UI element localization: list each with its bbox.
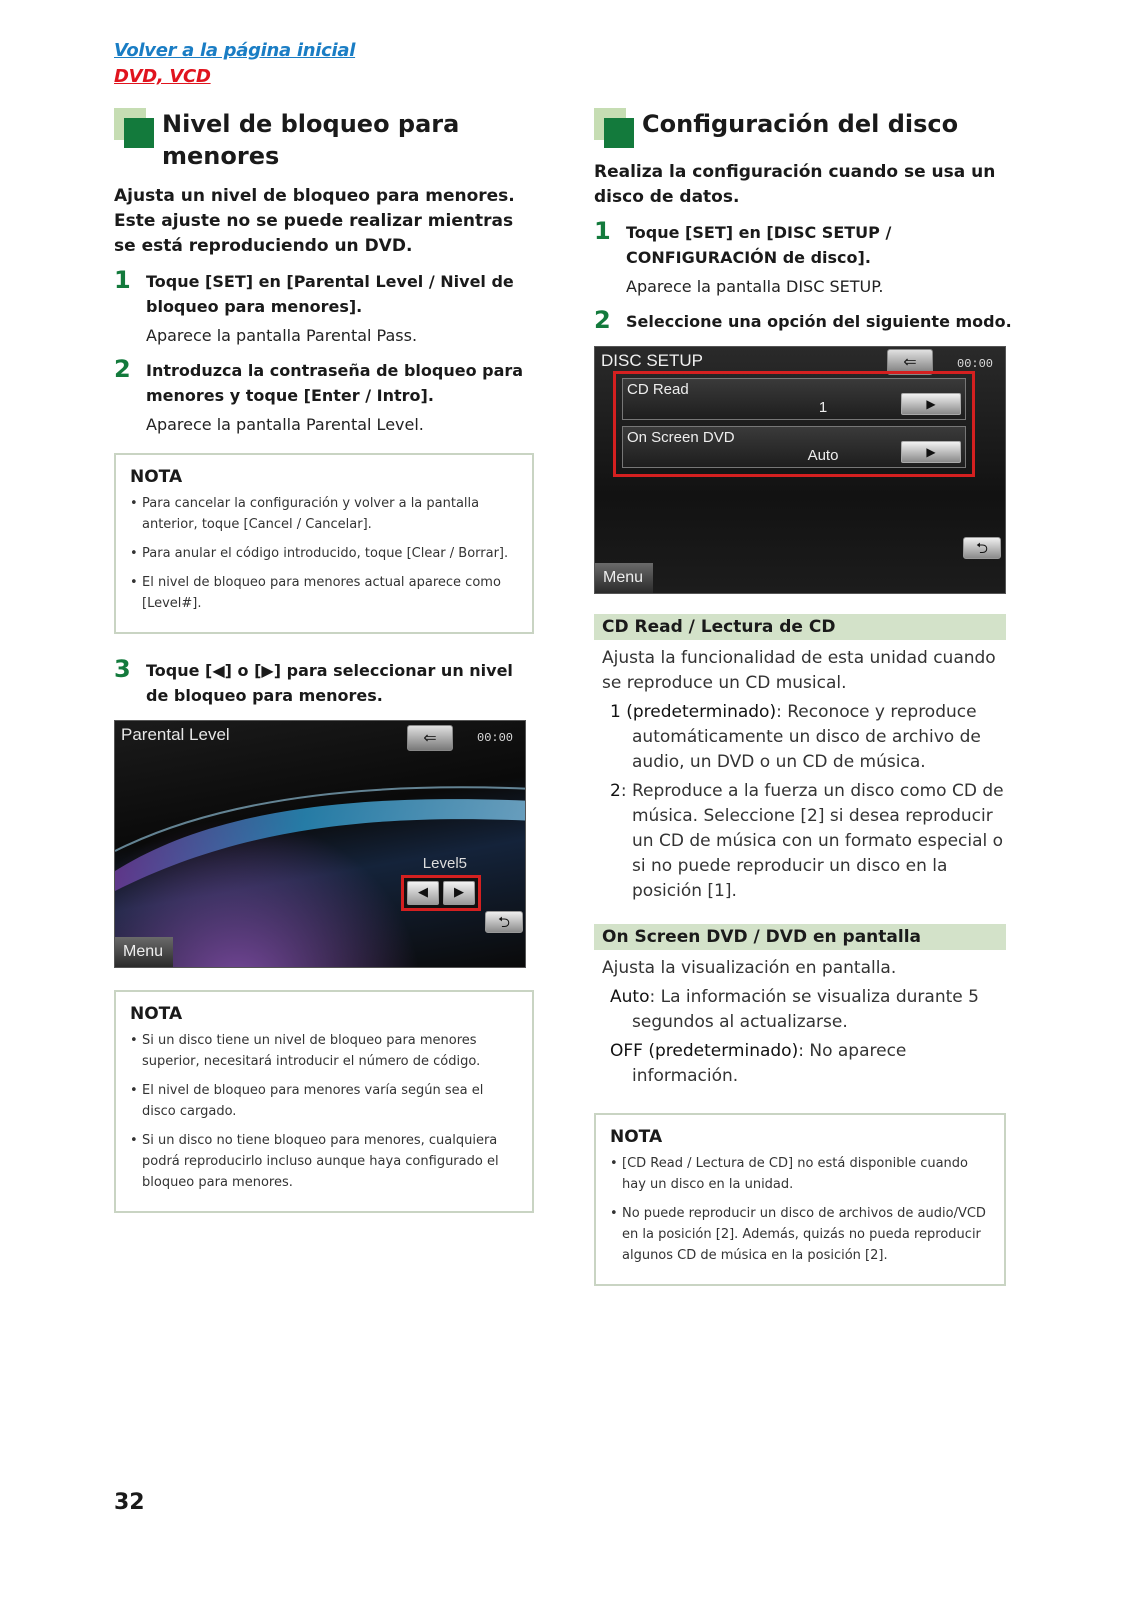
clock: 00:00 (477, 731, 514, 745)
top-navigation (114, 38, 355, 90)
options-highlight (613, 371, 975, 477)
step-2 (594, 306, 1014, 334)
right-column (594, 108, 1014, 1286)
section-title-text: Nivel de bloqueo para menores (162, 110, 460, 170)
clock: 00:00 (957, 357, 994, 371)
return-icon[interactable]: ⮌ (963, 537, 1001, 559)
level-indicator: Level5 (422, 855, 467, 872)
step-1 (114, 266, 534, 348)
step-2 (114, 355, 534, 437)
note-item: • Si un disco no tiene bloqueo para menores, cualquiera podrá reproducirlo incluso aunque haya configurado el bloqueo para menores. (130, 1130, 518, 1193)
row-label: On Screen DVD (627, 429, 735, 446)
cd-read-option-2 (602, 779, 1014, 904)
on-screen-option-off (602, 1039, 1014, 1089)
cd-read-option-1 (602, 700, 1014, 775)
menu-button[interactable]: Menu (115, 937, 173, 967)
note-title: NOTA (130, 467, 183, 487)
row-value: 1 (818, 399, 828, 416)
cd-read-heading: CD Read / Lectura de CD (594, 614, 1006, 640)
note-item: • [CD Read / Lectura de CD] no está disponible cuando hay un disco en la unidad. (610, 1153, 990, 1195)
step-instruction: Seleccione una opción del siguiente modo. (626, 312, 1012, 331)
step-instruction: Toque [SET] en [DISC SETUP / CONFIGURACIÓN de disco]. (626, 223, 892, 267)
cd-read-next-button[interactable]: ▶ (901, 393, 961, 415)
note-item: • Para cancelar la configuración y volver a la pantalla anterior, toque [Cancel / Cancelar]. (130, 493, 518, 535)
step-number: 2 (594, 306, 611, 334)
cd-read-row[interactable] (622, 378, 966, 420)
section-title-disc (594, 108, 1014, 148)
step-instruction: Toque [◀] o [▶] para seleccionar un nivel de bloqueo para menores. (146, 661, 513, 705)
step-instruction: Introduzca la contraseña de bloqueo para menores y toque [Enter / Intro]. (146, 361, 524, 405)
step-result: Aparece la pantalla Parental Pass. (146, 326, 418, 345)
step-result: Aparece la pantalla DISC SETUP. (626, 277, 884, 296)
menu-button[interactable]: Menu (595, 563, 653, 593)
note-box (594, 1113, 1006, 1286)
row-value: Auto (807, 447, 839, 464)
level-selector (401, 875, 481, 911)
page-number: 32 (114, 1490, 145, 1515)
note-item: • Si un disco tiene un nivel de bloqueo para menores superior, necesitará introducir el número de código. (130, 1030, 518, 1072)
disc-setup-screenshot (594, 346, 1006, 594)
step-1 (594, 217, 1014, 299)
section-intro: Ajusta un nivel de bloqueo para menores. Este ajuste no se puede realizar mientras se está reproduciendo un DVD. (114, 186, 515, 256)
screen-title: Parental Level (121, 725, 230, 744)
on-screen-dvd-description: Ajusta la visualización en pantalla. (602, 958, 897, 978)
on-screen-dvd-row[interactable] (622, 426, 966, 468)
note-item: • El nivel de bloqueo para menores varía según sea el disco cargado. (130, 1080, 518, 1122)
note-box (114, 990, 534, 1213)
row-label: CD Read (627, 381, 689, 398)
step-number: 1 (114, 266, 131, 294)
step-3 (114, 655, 534, 708)
left-column (114, 108, 534, 1213)
section-marker-icon (114, 108, 154, 148)
parental-level-screenshot (114, 720, 526, 968)
note-title: NOTA (130, 1004, 183, 1024)
option-key: Auto (610, 987, 650, 1007)
option-text: : No aparece información. (632, 1041, 907, 1086)
option-text: : Reproduce a la fuerza un disco como CD de música. Seleccione [2] si desea reproducir un CD de música con un formato especial o si no puede reproducir un disco en la posición [1]. (620, 781, 1004, 901)
option-text: : La información se visualiza durante 5 segundos al actualizarse. (632, 987, 979, 1032)
previous-level-button[interactable]: ◀ (407, 881, 439, 905)
step-result: Aparece la pantalla Parental Level. (146, 415, 424, 434)
dvd-vcd-link[interactable]: DVD, VCD (114, 66, 211, 87)
step-number: 2 (114, 355, 131, 383)
option-key: 2 (610, 781, 621, 801)
section-marker-icon (594, 108, 634, 148)
on-screen-dvd-next-button[interactable]: ▶ (901, 441, 961, 463)
section-intro: Realiza la configuración cuando se usa un disco de datos. (594, 162, 996, 207)
cd-read-description: Ajusta la funcionalidad de esta unidad cuando se reproduce un CD musical. (602, 648, 996, 693)
section-title-parental (114, 108, 534, 172)
home-link[interactable]: Volver a la página inicial (114, 40, 356, 61)
note-item: • El nivel de bloqueo para menores actual aparece como [Level#]. (130, 572, 518, 614)
note-title: NOTA (610, 1127, 663, 1147)
next-level-button[interactable]: ▶ (443, 881, 475, 905)
section-title-text: Configuración del disco (642, 110, 959, 138)
step-number: 3 (114, 655, 131, 683)
option-text: : Reconoce y reproduce automáticamente un disco de archivo de audio, un DVD o un CD de música. (632, 702, 981, 772)
back-arrow-icon[interactable]: ⇐ (887, 349, 933, 375)
option-key: OFF (predeterminado) (610, 1041, 799, 1061)
on-screen-dvd-heading: On Screen DVD / DVD en pantalla (594, 924, 1006, 950)
note-box (114, 453, 534, 634)
option-key: 1 (predeterminado) (610, 702, 777, 722)
note-item: • No puede reproducir un disco de archivos de audio/VCD en la posición [2]. Además, quizás no pueda reproducir algunos CD de música en la posición [2]. (610, 1203, 990, 1266)
on-screen-option-auto (602, 985, 1014, 1035)
back-arrow-icon[interactable]: ⇐ (407, 725, 453, 751)
step-number: 1 (594, 217, 611, 245)
screen-title: DISC SETUP (601, 351, 704, 370)
step-instruction: Toque [SET] en [Parental Level / Nivel de bloqueo para menores]. (146, 272, 514, 316)
return-icon[interactable]: ⮌ (485, 911, 523, 933)
note-item: • Para anular el código introducido, toque [Clear / Borrar]. (130, 543, 518, 564)
